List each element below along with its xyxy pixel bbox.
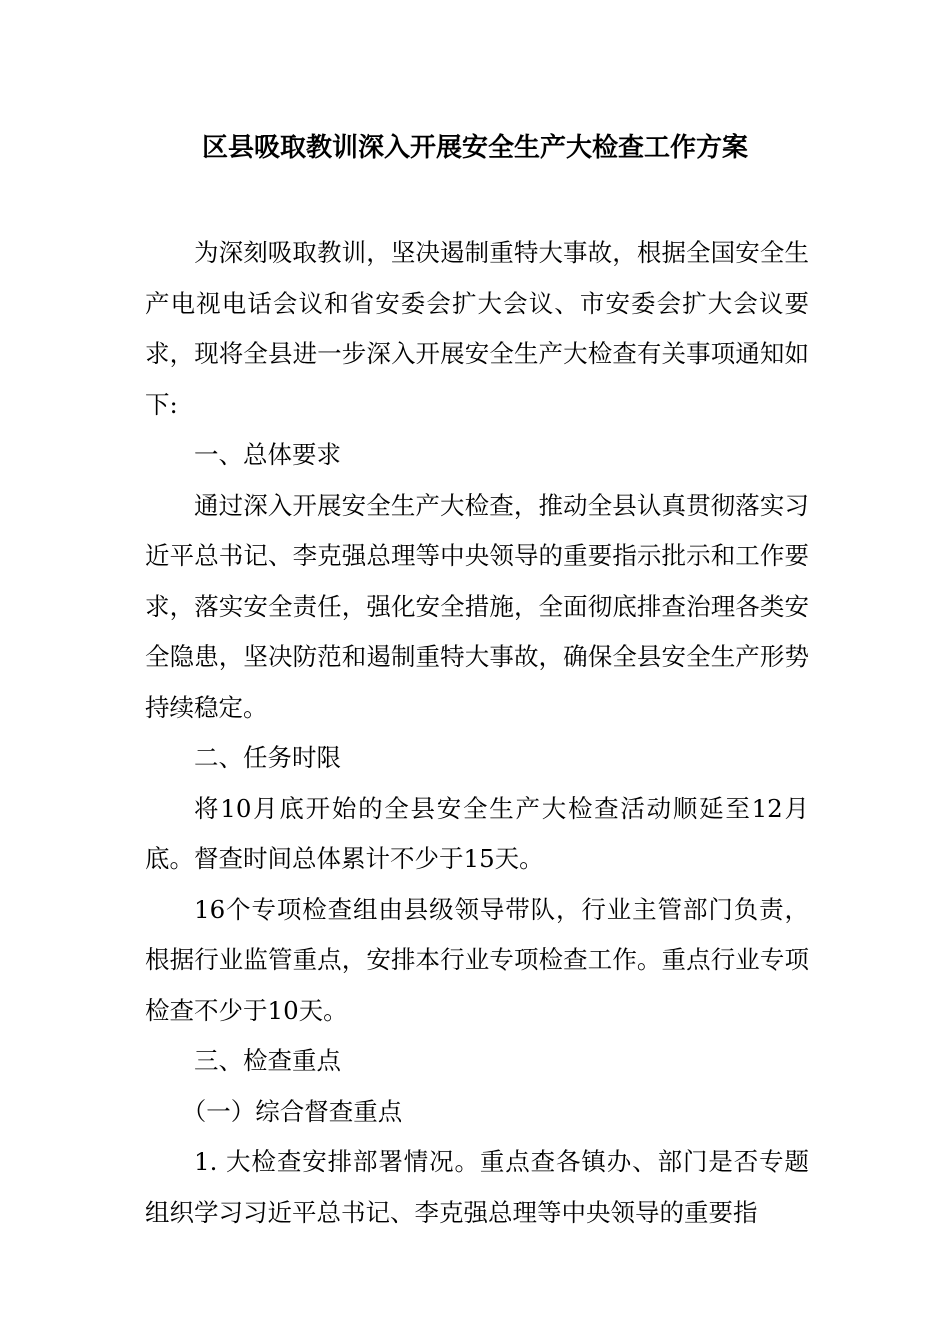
general-requirements-paragraph: 通过深入开展安全生产大检查，推动全县认真贯彻落实习近平总书记、李克强总理等中央领导的重要指示批示和工作要求，落实安全责任，强化安全措施，全面彻底排查治理各类安全隐患，坚决防范和遏制重特大事故，确保全县安全生产形势持续稳定。 (145, 490, 809, 722)
document-body (145, 228, 809, 1238)
special-inspection-paragraph: 16个专项检查组由县级领导带队，行业主管部门负责，根据行业监管重点，安排本行业专项检查工作。重点行业专项检查不少于10天。 (145, 894, 809, 1025)
subsection-heading-comprehensive-supervision: （一）综合督查重点 (181, 1096, 403, 1126)
task-deadline-paragraph: 将10月底开始的全县安全生产大检查活动顺延至12月底。督查时间总体累计不少于15天。 (145, 793, 809, 873)
section-heading-task-deadline: 二、任务时限 (194, 743, 341, 772)
document-title: 区县吸取教训深入开展安全生产大检查工作方案 (201, 133, 748, 163)
intro-paragraph: 为深刻吸取教训，坚决遏制重特大事故，根据全国安全生产电视电话会议和省安委会扩大会议、市安委会扩大会议要求，现将全县进一步深入开展安全生产大检查有关事项通知如下: (145, 238, 809, 419)
section-heading-general-requirements: 一、总体要求 (194, 440, 341, 469)
item-1-paragraph: 1. 大检查安排部署情况。重点查各镇办、部门是否专题组织学习习近平总书记、李克强总理等中央领导的重要指 (145, 1147, 809, 1227)
section-heading-inspection-focus: 三、检查重点 (194, 1046, 341, 1075)
